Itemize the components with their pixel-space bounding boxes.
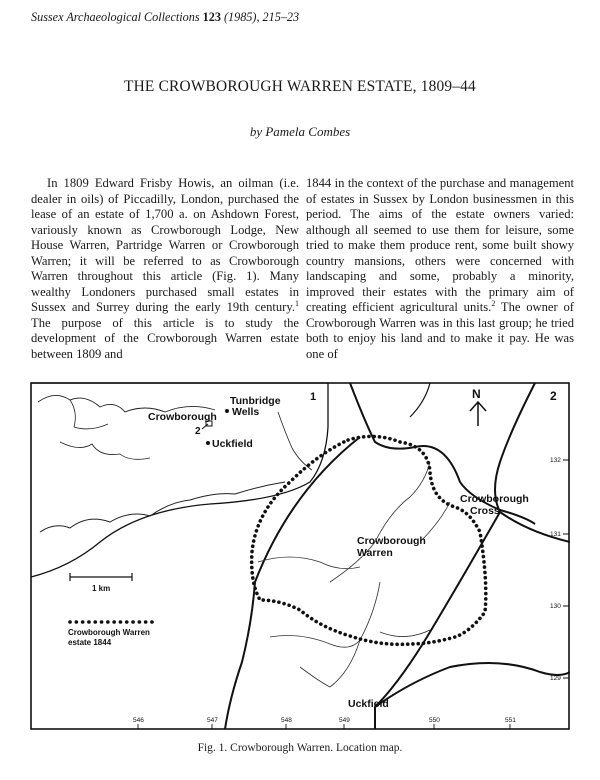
- tick-label: 547: [207, 717, 218, 724]
- coastline: [40, 482, 285, 532]
- tick-label: 129: [550, 675, 561, 682]
- paragraph-text: 1844 in the context of the purchase and management of estates in Sussex by London businessmen in this period. The aims of the estate owners varied: although all seemed to use them for leisure, some tried to make them produce rent, some built showy country mansions, others were concerned with landscaping and some, probably a minority, improved their estates with the primary aim of creating efficient agricultural units.: [306, 176, 574, 314]
- legend-text: Crowborough Warren: [68, 628, 150, 637]
- figure-location-map: [30, 382, 570, 732]
- paragraph-text: In 1809 Edward Frisby Howis, an oilman (i.e. dealer in oils) of Piccadilly, London, purchased the lease of an estate of 1,700 a. on Ashdown Forest, variously known as Crowborough Lodge, New House Warren, Partridge Warren or Crowborough Warren; it will be referred to as Crowborough Warren throughout this article (Fig. 1). Many wealthy Londoners purchased small estates in Sussex and Surrey during the early 19th century.: [31, 176, 299, 314]
- stream: [330, 582, 380, 687]
- place-label: Uckfield: [212, 438, 253, 450]
- tick-label: 551: [505, 717, 516, 724]
- stream: [380, 630, 430, 637]
- article-title: THE CROWBOROUGH WARREN ESTATE, 1809–44: [124, 78, 476, 95]
- volume-number: 123: [202, 10, 221, 24]
- map-svg: [30, 382, 570, 732]
- town-dot: [206, 441, 210, 445]
- stream: [258, 557, 360, 569]
- scale-label: 1 km: [92, 584, 111, 593]
- footnote-ref[interactable]: 1: [295, 298, 299, 308]
- northing-ticks: [550, 457, 569, 682]
- tick-label: 130: [550, 603, 561, 610]
- place-label: Uckfield: [348, 698, 389, 710]
- body-column-left: [31, 176, 299, 362]
- place-label: Crowborough: [460, 493, 529, 505]
- running-header: [31, 10, 299, 25]
- year-pages: (1985), 215–23: [223, 10, 300, 24]
- north-label: N: [472, 387, 481, 401]
- road: [225, 582, 255, 729]
- paragraph-text-cont: The owner of Crowborough Warren was in this last group; he tried both to enjoy his land and to make it pay. He was one of: [306, 300, 574, 361]
- body-column-right: [306, 176, 574, 362]
- place-label: Crowborough: [148, 411, 217, 423]
- tick-label: 549: [339, 717, 350, 724]
- stream: [300, 667, 330, 687]
- county-boundary: [38, 395, 215, 412]
- county-boundary: [70, 400, 108, 429]
- road: [375, 663, 570, 707]
- place-label: Wells: [232, 406, 260, 418]
- tick-label: 550: [429, 717, 440, 724]
- inset-map: [31, 383, 328, 577]
- author-byline: by Pamela Combes: [249, 124, 351, 139]
- legend-text: estate 1844: [68, 638, 112, 647]
- panel-number: 1: [310, 391, 317, 403]
- panel-number: 2: [550, 389, 557, 403]
- footnote-ref[interactable]: 2: [491, 298, 496, 308]
- county-boundary: [60, 442, 150, 459]
- tick-label: 132: [550, 457, 561, 464]
- track: [410, 383, 430, 417]
- map-frame: [31, 383, 569, 729]
- stream: [330, 462, 430, 582]
- stream: [270, 636, 360, 648]
- place-label: Cross: [470, 505, 500, 517]
- paragraph: [31, 176, 299, 362]
- paragraph: [306, 176, 574, 362]
- map-legend: [68, 573, 154, 647]
- scale-bar: [70, 573, 132, 581]
- tick-label: 546: [133, 717, 144, 724]
- figure-caption: Fig. 1. Crowborough Warren. Location map.: [197, 742, 403, 754]
- tick-label: 548: [281, 717, 292, 724]
- tick-label: 131: [550, 531, 561, 538]
- place-label: Warren: [357, 547, 393, 559]
- county-boundary: [278, 412, 312, 470]
- journal-name: Sussex Archaeological Collections: [31, 10, 200, 24]
- place-label: Crowborough: [357, 535, 426, 547]
- road: [255, 437, 360, 582]
- easting-ticks: [133, 717, 516, 729]
- town-dot: [225, 409, 229, 413]
- place-label: 2: [195, 426, 201, 437]
- north-arrow-icon: [470, 402, 486, 426]
- paragraph-text-cont: The purpose of this article is to study the development of the Crowborough Warren estate between 1809 and: [31, 315, 299, 361]
- place-label: Tunbridge: [230, 395, 281, 407]
